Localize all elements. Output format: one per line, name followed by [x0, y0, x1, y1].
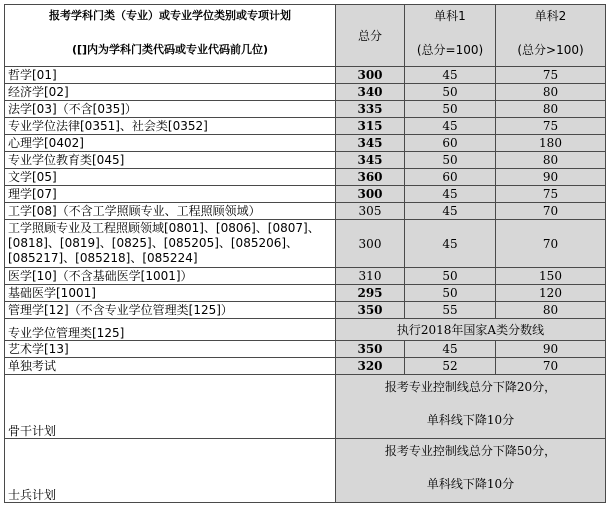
- table-row: [5, 302, 606, 319]
- row-single2-score: 80: [496, 152, 606, 169]
- row-category: 专业学位法律[0351]、社会类[0352]: [5, 118, 336, 135]
- row-category: 艺术学[13]: [5, 341, 336, 358]
- header-total-label: 总分: [357, 28, 382, 43]
- row-category: 工学[08]（不含工学照顾专业、工程照顾领域）: [5, 203, 336, 220]
- row-single2-score: 75: [496, 67, 606, 84]
- row-total-score: 350: [336, 302, 405, 319]
- row-category: 法学[03]（不含[035]）: [5, 101, 336, 118]
- row-total-score: 335: [336, 101, 405, 118]
- table-row: [5, 341, 606, 358]
- row-category: 理学[07]: [5, 186, 336, 203]
- row-single2-score: 180: [496, 135, 606, 152]
- row-total-score: 295: [336, 285, 405, 302]
- header-single2-label: 单科2: [534, 9, 567, 23]
- row-total-score: 345: [336, 135, 405, 152]
- special-plan-line2: 单科线下降10分: [426, 413, 515, 427]
- special-plan-line1: 报考专业控制线总分下降20分，: [384, 380, 557, 394]
- row-single2-score: 150: [496, 268, 606, 285]
- row-category: 医学[10]（不含基础医学[1001]）: [5, 268, 336, 285]
- row-total-score: 300: [336, 186, 405, 203]
- row-single2-score: 80: [496, 302, 606, 319]
- row-total-score: 350: [336, 341, 405, 358]
- table-row: [5, 118, 606, 135]
- header-single1-note: (总分=100): [416, 43, 484, 57]
- row-single2-score: 70: [496, 358, 606, 375]
- special-plan-note: [336, 375, 606, 439]
- row-total-score: 300: [336, 67, 405, 84]
- header-row: [5, 5, 606, 67]
- special-plan-line1: 报考专业控制线总分下降50分，: [384, 444, 557, 458]
- row-single2-score: 75: [496, 118, 606, 135]
- header-single1-cell: [405, 5, 496, 67]
- special-plan-category: 骨干计划: [5, 375, 336, 439]
- row-single1-score: 50: [405, 101, 496, 118]
- row-single1-score: 45: [405, 118, 496, 135]
- row-single1-score: 50: [405, 285, 496, 302]
- row-single1-score: 55: [405, 302, 496, 319]
- row-single1-score: 45: [405, 220, 496, 268]
- special-plan-row: [5, 375, 606, 439]
- header-category-cell: [5, 5, 336, 67]
- row-single2-score: 80: [496, 101, 606, 118]
- special-plan-line2: 单科线下降10分: [426, 477, 515, 491]
- score-table-body: [5, 5, 606, 503]
- row-single1-score: 45: [405, 203, 496, 220]
- mgmt-category: 专业学位管理类[125]: [5, 319, 336, 341]
- row-single2-score: 80: [496, 84, 606, 101]
- special-plan-category: 士兵计划: [5, 439, 336, 503]
- row-total-score: 340: [336, 84, 405, 101]
- row-category: 经济学[02]: [5, 84, 336, 101]
- row-single1-score: 45: [405, 67, 496, 84]
- row-single2-score: 70: [496, 220, 606, 268]
- row-total-score: 345: [336, 152, 405, 169]
- row-category: 基础医学[1001]: [5, 285, 336, 302]
- row-category: 哲学[01]: [5, 67, 336, 84]
- row-total-score: 360: [336, 169, 405, 186]
- table-row: [5, 152, 606, 169]
- table-row: [5, 101, 606, 118]
- row-total-score: 305: [336, 203, 405, 220]
- row-single1-score: 50: [405, 268, 496, 285]
- special-plan-row: [5, 439, 606, 503]
- row-single1-score: 60: [405, 135, 496, 152]
- special-plan-note: [336, 439, 606, 503]
- header-title: 报考学科门类（专业）或专业学位类别或专项计划: [49, 9, 291, 22]
- row-category: 单独考试: [5, 358, 336, 375]
- row-total-score: 320: [336, 358, 405, 375]
- row-category: 管理学[12]（不含专业学位管理类[125]）: [5, 302, 336, 319]
- row-total-score: 310: [336, 268, 405, 285]
- table-row: [5, 169, 606, 186]
- table-row: [5, 220, 606, 268]
- row-category: 心理学[0402]: [5, 135, 336, 152]
- row-single1-score: 50: [405, 84, 496, 101]
- row-single1-score: 45: [405, 341, 496, 358]
- row-category: 文学[05]: [5, 169, 336, 186]
- mgmt-note: 执行2018年国家A类分数线: [336, 319, 606, 341]
- score-table: [4, 4, 606, 503]
- table-row: [5, 268, 606, 285]
- header-subtitle: ([]内为学科门类代码或专业代码前几位): [71, 43, 269, 56]
- row-single1-score: 60: [405, 169, 496, 186]
- table-row: [5, 285, 606, 302]
- row-single2-score: 70: [496, 203, 606, 220]
- table-row: [5, 203, 606, 220]
- row-single2-score: 90: [496, 341, 606, 358]
- header-total-cell: [336, 5, 405, 67]
- header-single2-note: (总分>100): [517, 43, 584, 57]
- row-single1-score: 45: [405, 186, 496, 203]
- row-single1-score: 50: [405, 152, 496, 169]
- row-single1-score: 52: [405, 358, 496, 375]
- row-total-score: 315: [336, 118, 405, 135]
- table-row: [5, 358, 606, 375]
- header-single1-label: 单科1: [434, 9, 466, 23]
- table-row: [5, 84, 606, 101]
- row-single2-score: 120: [496, 285, 606, 302]
- header-single2-cell: [496, 5, 606, 67]
- table-row: [5, 135, 606, 152]
- mgmt-row: [5, 319, 606, 341]
- row-single2-score: 75: [496, 186, 606, 203]
- row-single2-score: 90: [496, 169, 606, 186]
- row-category: 工学照顾专业及工程照顾领域[0801]、[0806]、[0807]、[0818]、[0819]、[0825]、[085205]、[085206]、[085217]、[085218]、[085224]: [5, 220, 336, 268]
- table-row: [5, 186, 606, 203]
- row-total-score: 300: [336, 220, 405, 268]
- table-row: [5, 67, 606, 84]
- row-category: 专业学位教育类[045]: [5, 152, 336, 169]
